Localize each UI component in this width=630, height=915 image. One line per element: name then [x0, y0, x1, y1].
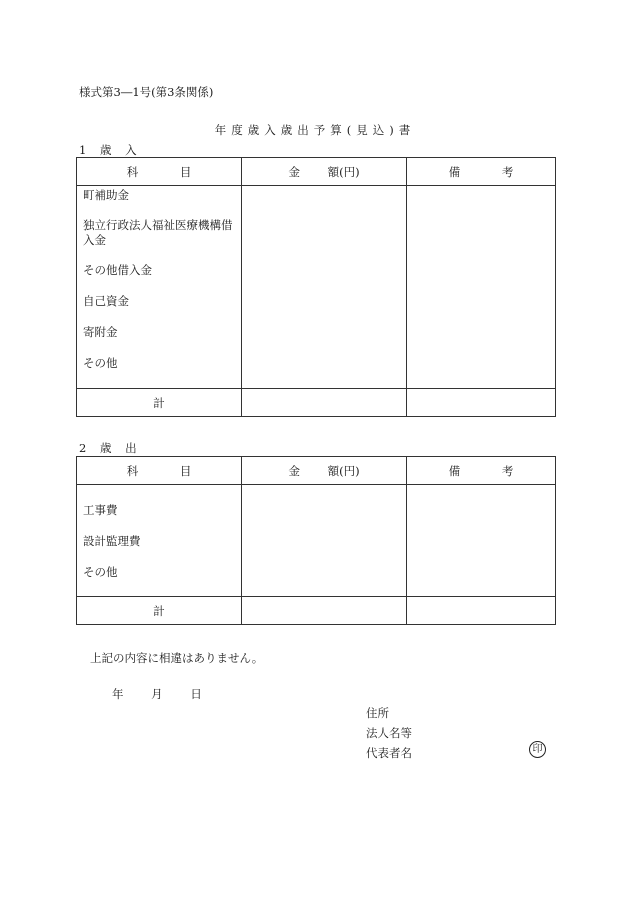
- expenditure-amount-cell[interactable]: [242, 485, 407, 597]
- list-item: その他借入金: [83, 263, 152, 277]
- expenditure-items-cell: [77, 485, 242, 597]
- revenue-total-row: [77, 389, 556, 417]
- list-item: 設計監理費: [83, 534, 141, 548]
- revenue-header-row: [77, 158, 556, 186]
- expenditure-body-row: [77, 485, 556, 597]
- form-number: 様式第3―1号(第3条関係): [79, 85, 214, 99]
- expenditure-header-row: [77, 457, 556, 485]
- address-label: 住所: [366, 706, 389, 720]
- revenue-items-cell: [77, 186, 242, 389]
- list-item: 独立行政法人福祉医療機構借入金: [83, 218, 233, 247]
- revenue-item-list: [77, 188, 241, 371]
- expenditure-table: [76, 456, 556, 625]
- revenue-table: [76, 157, 556, 417]
- column-header-amount: 金 額(円): [242, 457, 407, 485]
- revenue-heading: 1 歳 入: [79, 143, 137, 157]
- revenue-total-label: 計: [77, 389, 242, 417]
- revenue-amount-cell[interactable]: [242, 186, 407, 389]
- date-month-label: 月: [151, 687, 163, 701]
- list-item: 町補助金: [83, 188, 129, 202]
- column-header-remarks: 備 考: [407, 158, 556, 186]
- revenue-remarks-cell[interactable]: [407, 186, 556, 389]
- seal-mark: 印: [529, 741, 546, 758]
- revenue-total-remarks-cell[interactable]: [407, 389, 556, 417]
- certification-statement: 上記の内容に相違はありません。: [90, 651, 264, 665]
- corporation-name-label: 法人名等: [366, 726, 412, 740]
- list-item: 寄附金: [83, 325, 118, 339]
- expenditure-heading: 2 歳 出: [79, 441, 137, 455]
- list-item: 工事費: [83, 503, 118, 517]
- list-item: その他: [83, 565, 118, 579]
- list-item: その他: [83, 356, 118, 370]
- column-header-subject: 科 目: [77, 457, 242, 485]
- column-header-amount: 金 額(円): [242, 158, 407, 186]
- title-text: 年度歳入歳出予算(見込)書: [214, 123, 416, 137]
- column-header-subject: 科 目: [77, 158, 242, 186]
- expenditure-remarks-cell[interactable]: [407, 485, 556, 597]
- document-title: [0, 122, 630, 138]
- expenditure-item-list: [77, 503, 241, 580]
- expenditure-total-amount-cell[interactable]: [242, 597, 407, 625]
- column-header-remarks: 備 考: [407, 457, 556, 485]
- expenditure-total-remarks-cell[interactable]: [407, 597, 556, 625]
- representative-name-label: 代表者名: [366, 746, 412, 760]
- expenditure-total-label: 計: [77, 597, 242, 625]
- list-item: 自己資金: [83, 294, 129, 308]
- expenditure-total-row: [77, 597, 556, 625]
- revenue-total-amount-cell[interactable]: [242, 389, 407, 417]
- date-day-label: 日: [190, 687, 202, 701]
- date-line: [112, 686, 226, 702]
- revenue-body-row: [77, 186, 556, 389]
- date-year-label: 年: [112, 687, 124, 701]
